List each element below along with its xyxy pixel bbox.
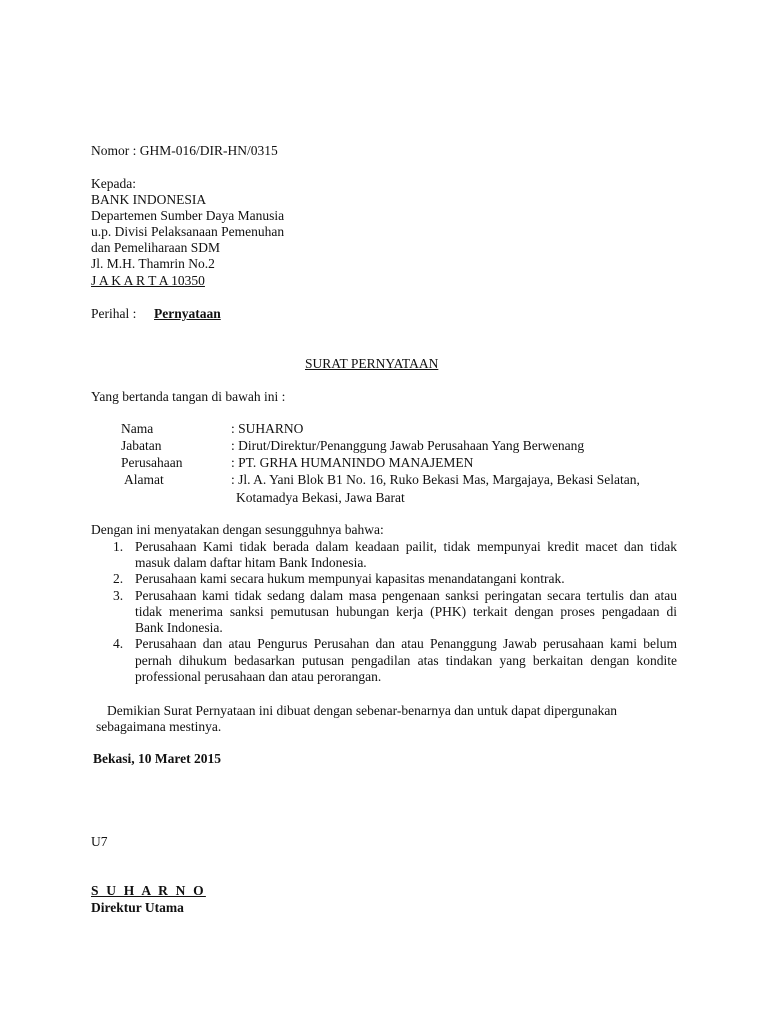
signature-mark: U7	[91, 834, 108, 849]
list-item-line: professional perusahaan dan atau perorangan.	[135, 669, 382, 684]
address-value-continued: Kotamadya Bekasi, Jawa Barat	[236, 490, 405, 505]
closing-line: Demikian Surat Pernyataan ini dibuat dengan sebenar-benarnya dan untuk dapat dipergunakan	[107, 703, 618, 718]
name-value: : SUHARNO	[231, 421, 304, 436]
signer-name: S U H A R N O	[91, 883, 206, 898]
recipient-line: BANK INDONESIA	[91, 192, 207, 207]
recipient-intro: Kepada:	[91, 176, 136, 191]
place-date: Bekasi, 10 Maret 2015	[93, 751, 221, 766]
position-label: Jabatan	[121, 438, 162, 453]
company-value: : PT. GRHA HUMANINDO MANAJEMEN	[231, 455, 474, 470]
document-title: SURAT PERNYATAAN	[305, 356, 439, 371]
recipient-line: Departemen Sumber Daya Manusia	[91, 208, 285, 223]
list-item-line: masuk dalam daftar hitam Bank Indonesia.	[135, 555, 367, 570]
recipient-line: u.p. Divisi Pelaksanaan Pemenuhan	[91, 224, 285, 239]
closing-line-continued: sebagaimana mestinya.	[96, 719, 222, 734]
position-value: : Dirut/Direktur/Penanggung Jawab Perusahaan Yang Berwenang	[231, 438, 585, 453]
opening-text: Yang bertanda tangan di bawah ini :	[91, 389, 286, 404]
list-item-line: Perusahaan Kami tidak berada dalam keadaan pailit, tidak mempunyai kredit macet dan tidak	[135, 539, 677, 554]
statement-intro: Dengan ini menyatakan dengan sesungguhnya bahwa:	[91, 522, 384, 537]
recipient-line: dan Pemeliharaan SDM	[91, 240, 220, 255]
list-item-number: 3.	[113, 588, 124, 603]
list-item-line: tidak menerima sanksi pemutusan hubungan kerja (PHK) terkait dengan proses pengadaan di	[135, 604, 677, 619]
company-label: Perusahaan	[121, 455, 183, 470]
recipient-city: J A K A R T A 10350	[91, 273, 205, 288]
subject-value: Pernyataan	[154, 306, 221, 321]
list-item-line: pernah dihukum bedasarkan putusan pengadilan atas tindakan yang berkaitan dengan kondite	[135, 653, 677, 668]
signer-title: Direktur Utama	[91, 900, 184, 915]
address-value: : Jl. A. Yani Blok B1 No. 16, Ruko Bekasi Mas, Margajaya, Bekasi Selatan,	[231, 472, 640, 487]
address-label: Alamat	[124, 472, 164, 487]
name-label: Nama	[121, 421, 154, 436]
list-item-line: Bank Indonesia.	[135, 620, 223, 635]
list-item-number: 4.	[113, 636, 124, 651]
list-item-line: Perusahaan dan atau Pengurus Perusahan dan atau Penanggung Jawab perusahaan kami belum	[135, 636, 677, 651]
letter-number: Nomor : GHM-016/DIR-HN/0315	[91, 143, 278, 158]
list-item-number: 2.	[113, 571, 124, 586]
list-item-line: Perusahaan kami tidak sedang dalam masa pengenaan sanksi peringatan secara tertulis dan atau	[135, 588, 677, 603]
subject-label: Perihal :	[91, 306, 137, 321]
recipient-line: Jl. M.H. Thamrin No.2	[91, 256, 215, 271]
list-item-number: 1.	[113, 539, 124, 554]
list-item-line: Perusahaan kami secara hukum mempunyai kapasitas menandatangani kontrak.	[135, 571, 565, 586]
